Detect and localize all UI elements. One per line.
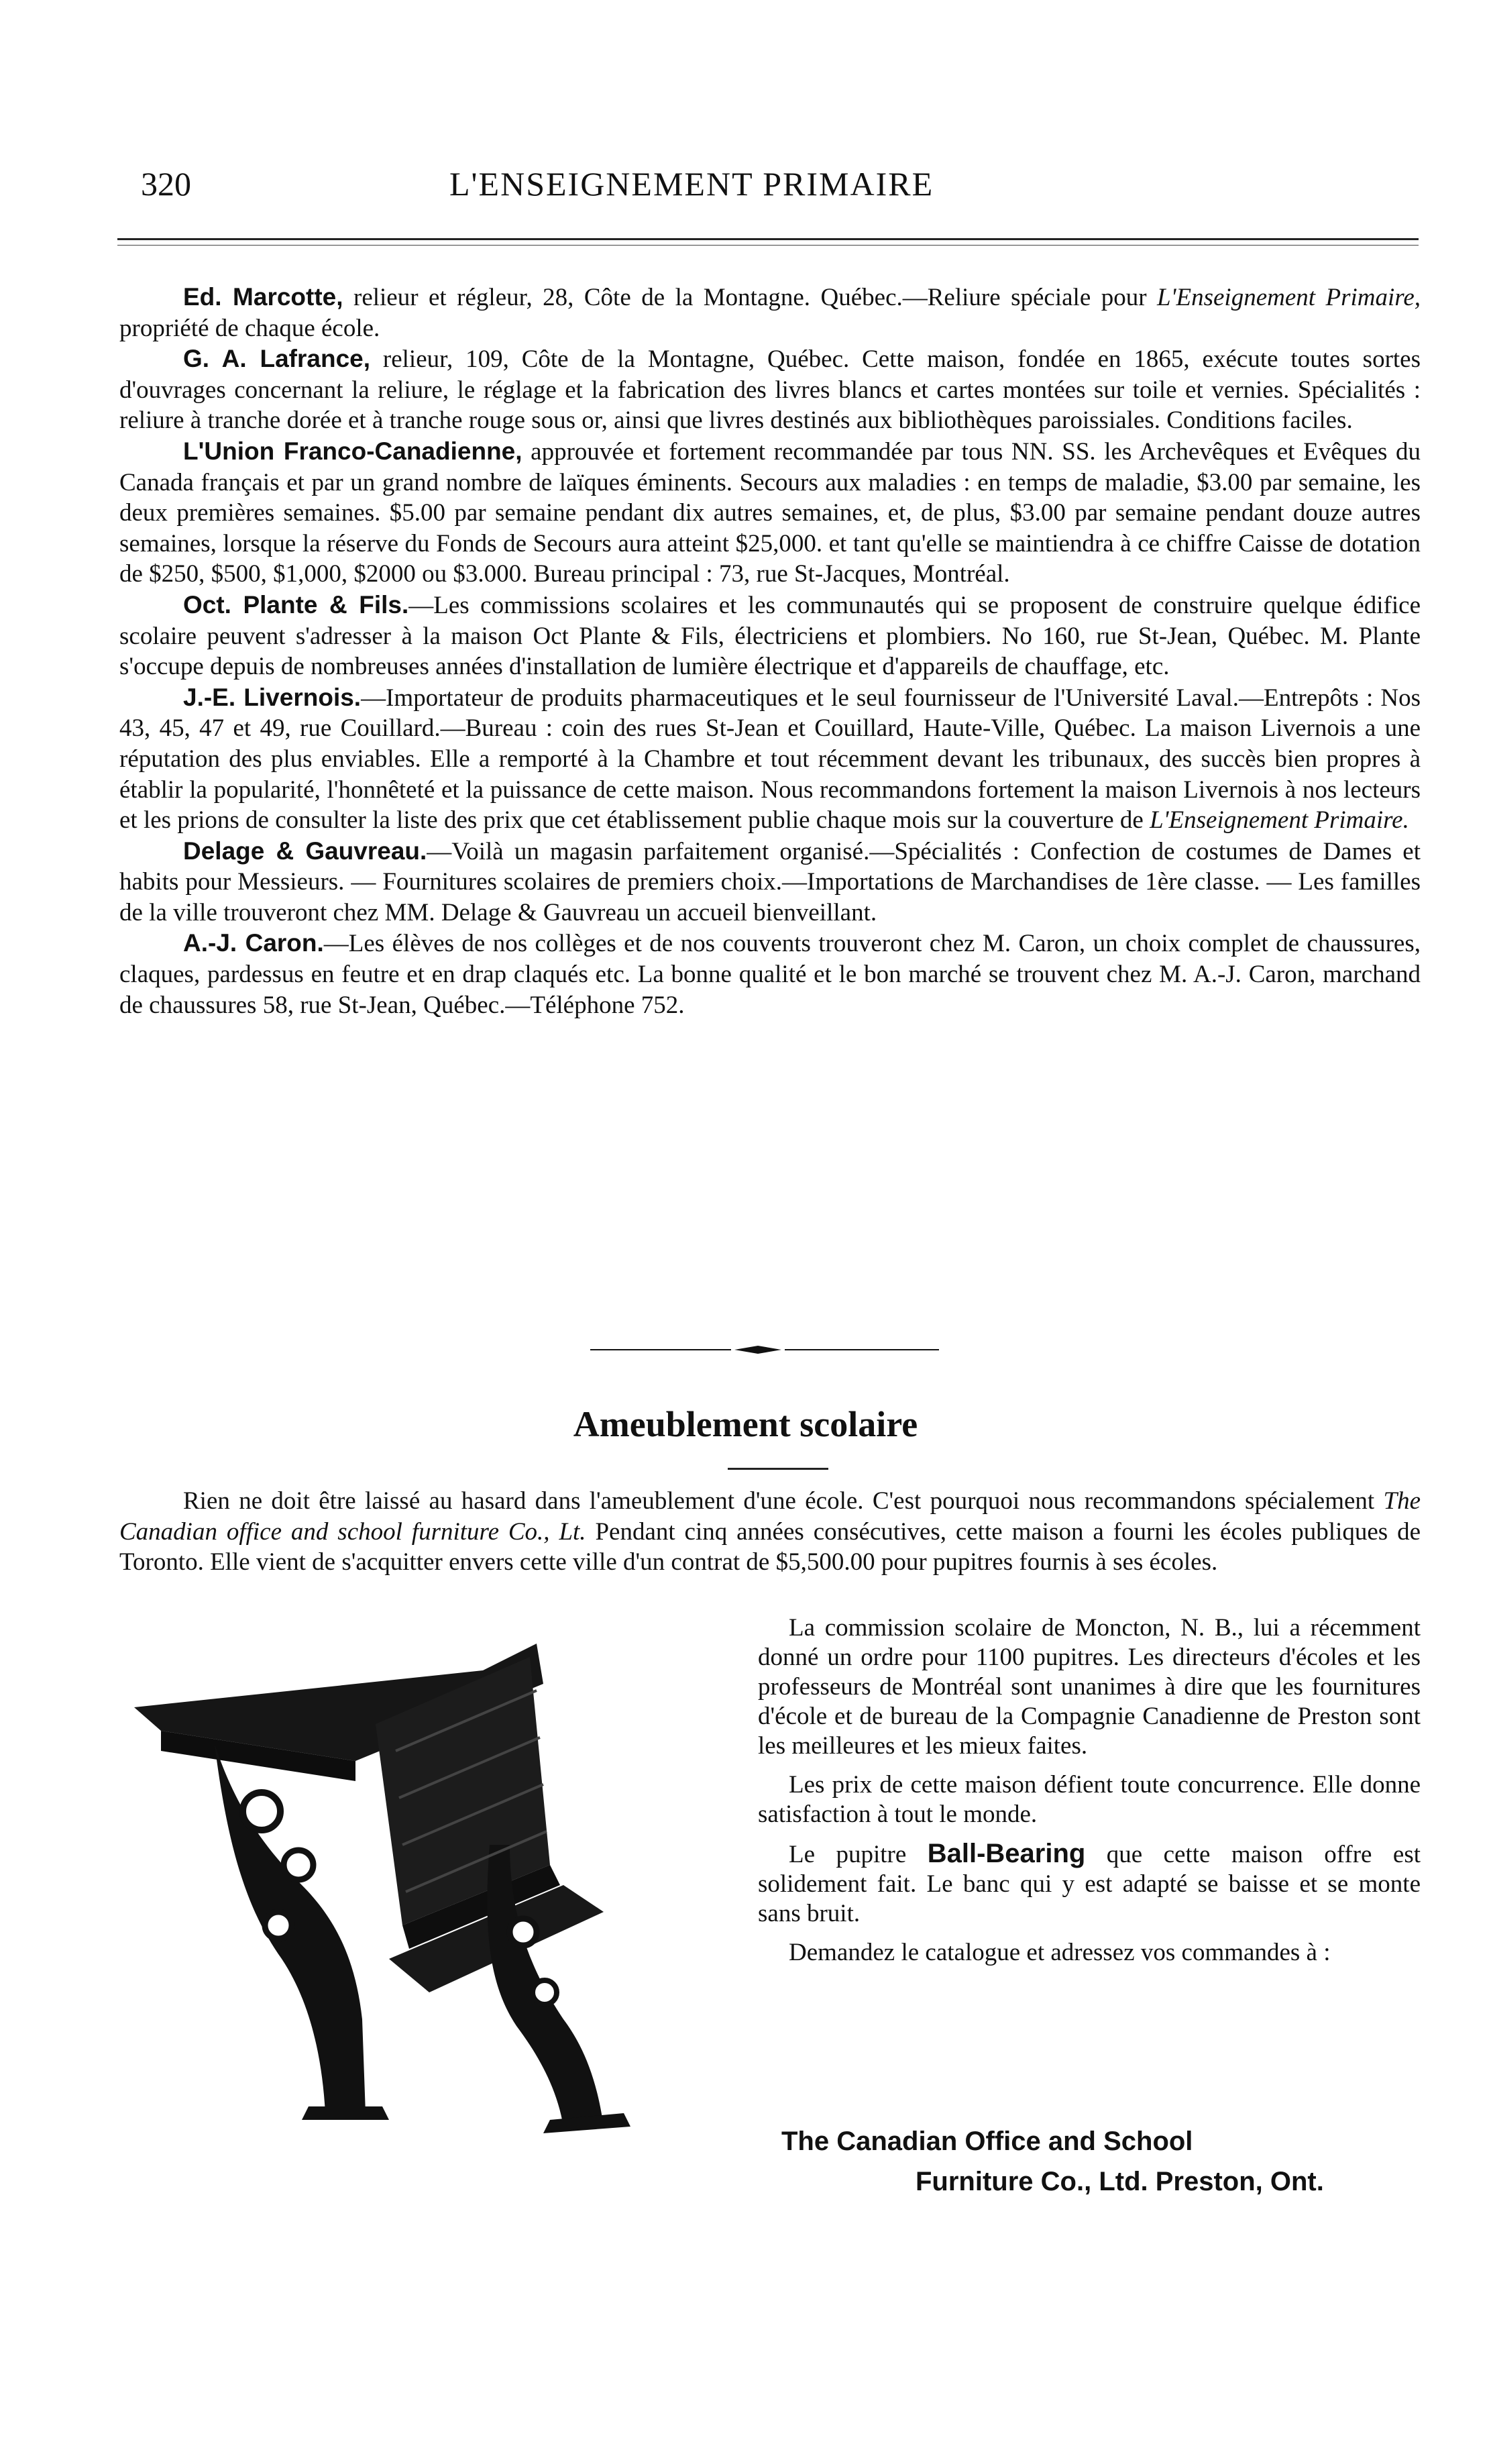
entry-text: approuvée et fortement recommandée par tous NN. SS. les Archevêques et Evêques du Canada français et par un grand nombre de laïques éminents. Secours aux maladies : en temps de maladie, $3.00 par semaine, les deux premières semaines. $5.00 par semaine pendant dix autres semaines, et, de plus, $3.00 par semaine pendant douze autres semaines, lorsque la réserve du Fonds de Secours aura atteint $25,000. et tant qu'elle se maintiendra à ce chiffre Caisse de dotation de $250, $500, $1,000, $2000 ou $3.000. Bureau principal : 73, rue St-Jacques, Montréal. xyxy=(119,437,1421,588)
entry-text: —Les élèves de nos collèges et de nos couvents trouveront chez M. Caron, un choix complet de chaussures, claques, pardessus en feutre et en drap claqués etc. La bonne qualité et le bon marché se trouvent chez M. A.-J. Caron, marchand de chaussures 58, rue St-Jean, Québec.—Téléphone 752. xyxy=(119,930,1421,1019)
entry-name: Delage & Gauvreau. xyxy=(183,837,427,865)
entry-livernois xyxy=(119,682,1421,836)
entry-plante xyxy=(119,590,1421,682)
entry-name: L'Union Franco-Canadienne, xyxy=(183,437,522,465)
entry-name: G. A. Lafrance, xyxy=(183,345,371,373)
section-intro xyxy=(119,1486,1421,1578)
paragraph-moncton: La commission scolaire de Moncton, N. B., lui a récemment donné un ordre pour 1100 pupitres. Les directeurs d'écoles et les professeurs de Montréal sont unanimes à dire que les fournitures d'école et de bureau de la Compagnie Canadienne de Preston sont les meilleures et les mieux faites. xyxy=(758,1614,1421,1760)
intro-text: Pendant cinq années consécutives, cette maison a fourni les écoles publiques de Toronto. Elle vient de s'acquitter envers cette ville d'un contrat de $5,500.00 pour pupitres fournis à ses écoles. xyxy=(119,1517,1421,1576)
entry-name: Ed. Marcotte, xyxy=(183,283,343,311)
paragraph-prices: Les prix de cette maison défient toute concurrence. Elle donne satisfaction à tout le monde. xyxy=(758,1771,1421,1828)
entry-name: A.-J. Caron. xyxy=(183,929,324,957)
paragraph-catalogue: Demandez le catalogue et adressez vos commandes à : xyxy=(789,1939,1331,1966)
header-rule-thin xyxy=(117,245,1419,246)
paragraph-text: Le pupitre xyxy=(789,1841,928,1868)
entry-lafrance xyxy=(119,343,1421,436)
ornament-divider xyxy=(590,1345,939,1354)
product-name: Ball-Bearing xyxy=(927,1839,1086,1868)
company-name-line1: The Canadian Office and School xyxy=(781,2127,1193,2156)
header-rule xyxy=(117,238,1419,240)
entry-marcotte xyxy=(119,282,1421,343)
company-name-line2: Furniture Co., Ltd. Preston, Ont. xyxy=(916,2167,1324,2196)
intro-italic: The Canadian office and school furniture Co., Lt. xyxy=(119,1487,1421,1546)
entry-text: relieur et régleur, 28, Côte de la Montagne. Québec.—Reliure spéciale pour xyxy=(343,284,1158,311)
paragraph-ball-bearing xyxy=(758,1839,1421,1929)
entry-union xyxy=(119,436,1421,590)
entry-italic: L'Enseignement Primaire. xyxy=(1150,806,1409,835)
entry-italic: L'Enseignement Primaire, xyxy=(1157,284,1421,311)
entry-delage xyxy=(119,836,1421,928)
advertiser-entries xyxy=(119,282,1421,1020)
entry-name: Oct. Plante & Fils. xyxy=(183,590,409,619)
entry-text: —Voilà un magasin parfaitement organisé.—Spécialités : Confection de costumes de Dames et habits pour Messieurs. — Fournitures scolaires de premiers choix.—Importations de Marchandises de 1ère classe. — Les familles de la ville trouveront chez MM. Delage & Gauvreau un accueil bienveillant. xyxy=(119,837,1421,926)
right-column-text xyxy=(758,1613,1421,1977)
section-title: Ameublement scolaire xyxy=(573,1404,918,1444)
entry-name: J.-E. Livernois. xyxy=(183,683,362,711)
page-number: 320 xyxy=(141,165,191,203)
entry-text: —Importateur de produits pharmaceutiques et le seul fournisseur de l'Université Laval.—Entrepôts : Nos 43, 45, 47 et 49, rue Couillard.—Bureau : coin des rues St-Jean et Couillard, Haute-Ville, Québec. La maison Livernois a une réputation des plus enviables. Elle a remporté à la Chambre et tout récemment devant les tribunaux, des succès bien propres à établir la popularité, l'honnêteté et la puissance de cette maison. Nous recommandons fortement la maison Livernois à nos lecteurs et les prions de consulter la liste des prix que cet établissement publie chaque mois sur la couverture de xyxy=(119,684,1421,835)
entry-text: propriété de chaque école. xyxy=(119,314,380,342)
entry-caron xyxy=(119,928,1421,1020)
school-desk-illustration xyxy=(134,1644,711,2140)
entry-text: —Les commissions scolaires et les communautés qui se proposent de construire quelque édifice scolaire peuvent s'adresser à la maison Oct Plante & Fils, électriciens et plombiers. No 160, rue St-Jean, Québec. M. Plante s'occupe depuis de nombreuses années d'installation de lumière électrique et d'appareils de chauffage, etc. xyxy=(119,591,1421,681)
title-rule xyxy=(728,1468,828,1470)
paragraph-text: que cette maison offre est solidement fait. Le banc qui y est adapté se baisse et se monte sans bruit. xyxy=(758,1841,1421,1927)
intro-text: Rien ne doit être laissé au hasard dans l'ameublement d'une école. C'est pourquoi nous recommandons spécialement xyxy=(183,1487,1384,1515)
entry-text: relieur, 109, Côte de la Montagne, Québec. Cette maison, fondée en 1865, exécute toutes sortes d'ouvrages concernant la reliure, le réglage et la fabrication des livres blancs et cartes montées sur toile et vernies. Spécialités : reliure à tranche dorée et à tranche rouge sous or, ainsi que livres destinés aux bibliothèques paroissiales. Conditions faciles. xyxy=(119,345,1421,435)
running-head: L'ENSEIGNEMENT PRIMAIRE xyxy=(449,165,934,203)
